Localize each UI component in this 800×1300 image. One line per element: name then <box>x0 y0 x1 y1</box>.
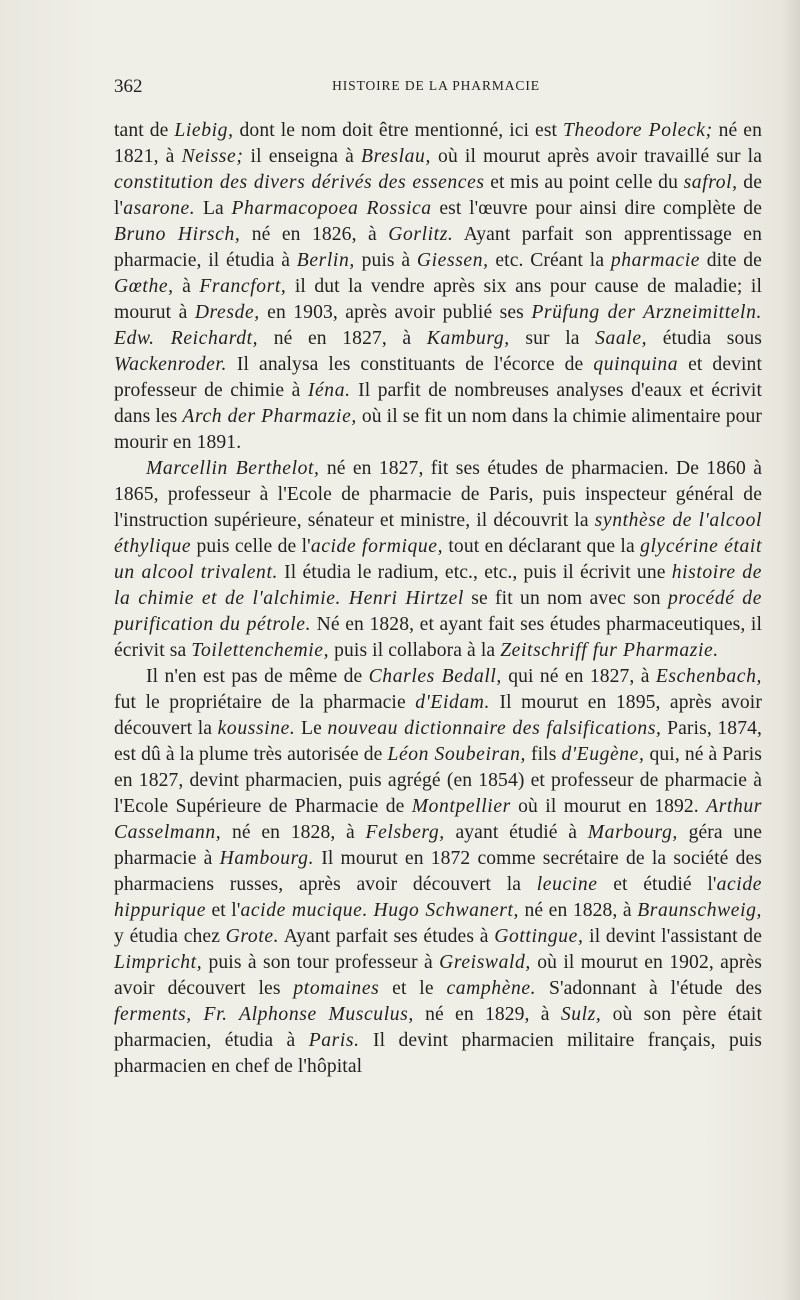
text-run: puis celle de l' <box>191 536 311 557</box>
text-run: il dut la vendre après six ans pour cause de maladie; il mourut à <box>114 276 762 323</box>
text-run: qui, né à Paris en 1827, devint pharmacien, puis agrégé (en 1854) et professeur de pharmacie à l'Ecole Supérieure de Pharmacie de <box>114 744 762 817</box>
italic-run: Zeitschriff fur Pharmazie. <box>500 640 719 661</box>
italic-run: Gorlitz. <box>388 224 454 245</box>
text-run: qui né en 1827, à <box>501 666 656 687</box>
italic-run: Dresde, <box>194 302 260 323</box>
text-run: où il se fit un nom dans la chimie alimentaire pour mourir en 1891. <box>114 406 763 453</box>
text-run: où son père était pharmacien, étudia à <box>114 1004 762 1051</box>
page-header <box>114 76 758 100</box>
italic-run: Montpellier <box>411 796 511 817</box>
italic-run: Paris. <box>308 1030 360 1051</box>
italic-run: Berlin, <box>296 250 355 271</box>
text-run: ayant étudié à <box>444 822 588 843</box>
text-run: et devint professeur de chimie à <box>114 354 762 401</box>
page-number: 362 <box>114 76 143 97</box>
italic-run: safrol, <box>683 172 738 193</box>
text-run: dite de <box>700 250 762 271</box>
italic-run: asarone. <box>123 198 196 219</box>
text-run: il devint l'assistant de <box>583 926 762 947</box>
text-run: étudia sous <box>647 328 762 349</box>
italic-run: Léon Soubeiran, <box>387 744 526 765</box>
italic-run: acide formique, <box>310 536 444 557</box>
paragraph-1 <box>114 118 762 456</box>
text-run: puis il collabora à la <box>329 640 501 661</box>
text-run: et mis au point celle du <box>484 172 684 193</box>
text-run: Né en 1828, et ayant fait ses études pharmaceutiques, il écrivit sa <box>114 614 762 661</box>
text-run: tout en déclarant que la <box>443 536 641 557</box>
text-run: puis à <box>354 250 417 271</box>
italic-run: Pharmacopoea Rossica <box>231 198 432 219</box>
italic-run: Arch der Pharmazie, <box>182 406 357 427</box>
text-run: et l' <box>206 900 241 921</box>
text-run: Il parfit de nombreuses analyses d'eaux et écrivit dans les <box>114 380 763 427</box>
text-run: et étudié l' <box>597 874 717 895</box>
text-run: fut le propriétaire de la pharmacie <box>114 692 416 713</box>
text-run: où il mourut en 1902, après avoir découvert les <box>114 952 762 999</box>
text-run: né en 1828, à <box>519 900 638 921</box>
text-run: est l'œuvre pour ainsi dire complète de <box>431 198 762 219</box>
italic-run: Gœthe, <box>114 276 174 297</box>
italic-run: quinquina <box>593 354 679 375</box>
italic-run: procédé de purification du pétrole. <box>114 588 762 635</box>
italic-run: Grote. <box>225 926 280 947</box>
text-run: né en 1826, à <box>240 224 389 245</box>
italic-run: Hambourg. <box>219 848 315 869</box>
text-run: de l' <box>114 172 762 219</box>
text-run: né en 1827, à <box>258 328 427 349</box>
text-run: Ayant parfait ses études à <box>279 926 495 947</box>
text-run: Il analysa les constituants de l'écorce de <box>226 354 594 375</box>
italic-run: Toilettenchemie, <box>191 640 330 661</box>
text-run: tant de <box>114 120 175 141</box>
italic-run: Kamburg, <box>426 328 510 349</box>
italic-run: Bruno Hirsch, <box>114 224 241 245</box>
italic-run: Eschenbach, <box>655 666 762 687</box>
italic-run: histoire de la chimie et de l'alchimie. Henri Hirtzel <box>114 562 762 609</box>
italic-run: Sulz, <box>560 1004 602 1025</box>
text-run: géra une pharmacie à <box>114 822 763 869</box>
italic-run: d'Eugène, <box>561 744 645 765</box>
text-run: Il étudia le radium, etc., etc., puis il écrivit une <box>278 562 672 583</box>
italic-run: Wackenroder. <box>114 354 227 375</box>
text-run: Il mourut en 1872 comme secrétaire de la société des pharmaciens russes, après avoir découvert la <box>114 848 762 895</box>
paragraph-3 <box>114 664 762 1080</box>
italic-run: pharmacie <box>610 250 701 271</box>
italic-run: Marbourg, <box>587 822 678 843</box>
page-edge-shadow <box>782 0 800 1300</box>
text-run: dont le nom doit être mentionné, ici est <box>233 120 564 141</box>
text-run: Il devint pharmacien militaire français, puis pharmacien en chef de l'hôpital <box>114 1030 763 1077</box>
italic-run: Iéna. <box>307 380 351 401</box>
text-run: en 1903, après avoir publié ses <box>259 302 532 323</box>
paragraph-2 <box>114 456 762 664</box>
italic-run: Saale, <box>595 328 648 349</box>
italic-run: ferments, Fr. Alphonse Musculus, <box>114 1004 414 1025</box>
italic-run: synthèse de l'alcool éthylique <box>114 510 763 557</box>
italic-run: Gottingue, <box>494 926 584 947</box>
italic-run: Francfort, <box>199 276 287 297</box>
running-title: HISTOIRE DE LA PHARMACIE <box>332 78 540 93</box>
italic-run: camphène. <box>446 978 537 999</box>
italic-run: leucine <box>536 874 598 895</box>
body-text <box>114 118 762 1080</box>
italic-run: Liebig, <box>174 120 234 141</box>
text-run: né en 1821, à <box>114 120 762 167</box>
text-run: à <box>173 276 200 297</box>
text-run: Paris, 1874, est dû à la plume très autorisée de <box>114 718 762 765</box>
text-run: puis à son tour professeur à <box>202 952 440 973</box>
text-run: Il n'en est pas de même de <box>146 666 369 687</box>
italic-run: acide hippurique <box>114 874 763 921</box>
italic-run: nouveau dictionnaire des falsifications, <box>327 718 662 739</box>
italic-run: Felsberg, <box>365 822 445 843</box>
italic-run: Hugo Schwanert, <box>373 900 520 921</box>
italic-run: constitution des divers dérivés des essences <box>114 172 485 193</box>
italic-run: ptomaines <box>293 978 380 999</box>
italic-run: Arthur Casselmann, <box>114 796 762 843</box>
italic-run: Marcellin Berthelot, <box>146 458 320 479</box>
italic-run: d'Eidam. <box>415 692 491 713</box>
text-run: y étudia chez <box>114 926 226 947</box>
italic-run: Giessen, <box>416 250 489 271</box>
text-run: Ayant parfait son apprentissage en pharmacie, il étudia à <box>114 224 762 271</box>
text-run: La <box>195 198 232 219</box>
text-run: Il mourut en 1895, après avoir découvert la <box>114 692 762 739</box>
text-run: né en 1829, à <box>413 1004 561 1025</box>
text-run: où il mourut en 1892. <box>510 796 707 817</box>
text-run: sur la <box>509 328 596 349</box>
italic-run: koussine. <box>217 718 296 739</box>
italic-run: Neisse; <box>181 146 244 167</box>
text-run: se fit un nom avec son <box>463 588 668 609</box>
text-run: il enseigna à <box>243 146 362 167</box>
italic-run: Charles Bedall, <box>368 666 502 687</box>
text-run: où il mourut après avoir travaillé sur la <box>430 146 762 167</box>
text-run: etc. Créant la <box>488 250 611 271</box>
text-run: S'adonnant à l'étude des <box>536 978 762 999</box>
italic-run: Limpricht, <box>114 952 203 973</box>
text-run: et le <box>379 978 447 999</box>
text-run: né en 1828, à <box>221 822 366 843</box>
italic-run: Theodore Poleck; <box>563 120 713 141</box>
italic-run: Braunschweig, <box>637 900 763 921</box>
italic-run: acide mucique. <box>240 900 368 921</box>
italic-run: Greiswald, <box>439 952 531 973</box>
italic-run: glycérine était un alcool trivalent. <box>114 536 762 583</box>
text-run: né en 1827, fit ses études de pharmacien. De 1860 à 1865, professeur à l'Ecole de pharmacie de Paris, puis inspecteur général de l'instruction supérieure, sénateur et ministre, il découvrit la <box>114 458 762 531</box>
text-run: fils <box>526 744 562 765</box>
italic-run: Breslau, <box>361 146 431 167</box>
italic-run: Prüfung der Arzneimitteln. Edw. Reichardt, <box>114 302 762 349</box>
text-run: Le <box>295 718 328 739</box>
